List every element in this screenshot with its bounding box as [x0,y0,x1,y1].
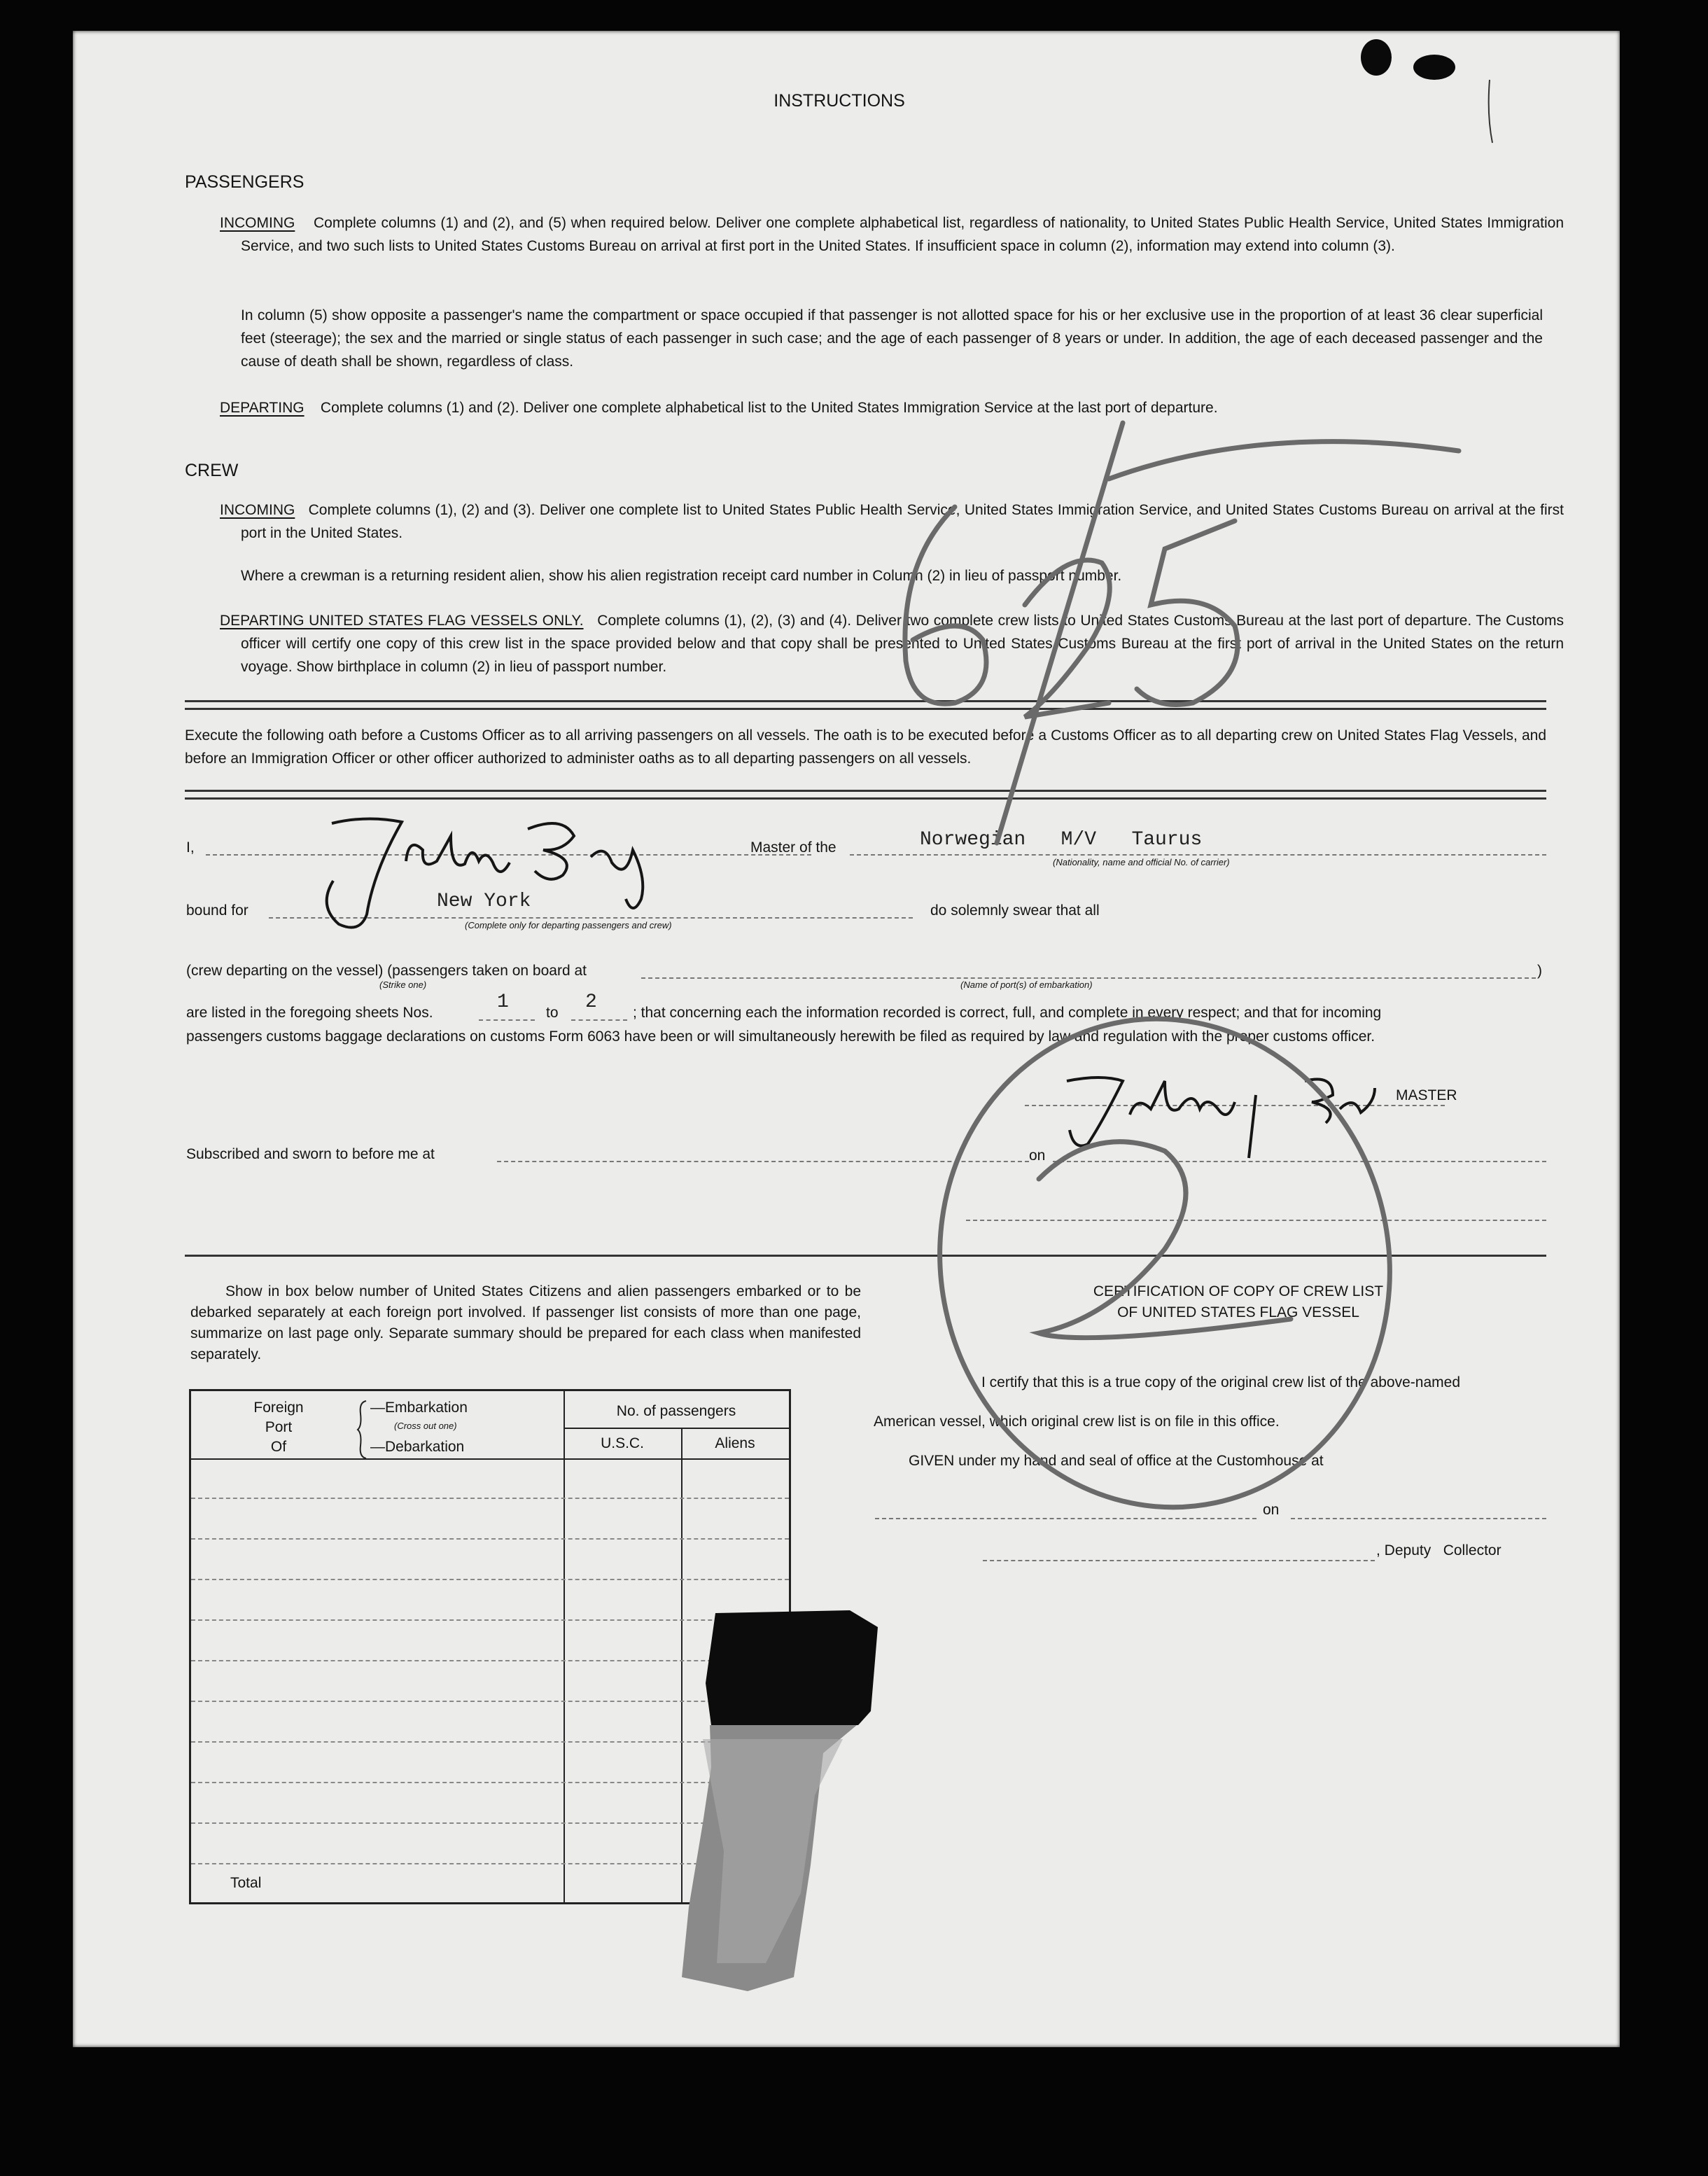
swear-text: do solemnly swear that all [930,902,1100,919]
document-page [73,31,1620,2047]
passengers-heading: PASSENGERS [185,172,304,192]
passengers-incoming-text: Complete columns (1) and (2), and (5) when required below. Deliver one complete alphabetical list, regardless of nationality, to United States Public Health Service, United States Immigration Service, and two such lists to United States Customs Bureau on arrival at first port in the United States. If insufficient space in column (2), information may extend into column (3). [241,215,1564,254]
passengers-column5-paragraph: In column (5) show opposite a passenger's name the compartment or space occupied if that passenger is not allotted space for his or her exclusive use in the proportion of at least 36 clear superficial feet (steerage); the sex and the married or single status of each passenger in such case; and the age of each passenger of 8 years or under. In addition, the age of each deceased passenger and the cause of death shall be shown, regardless of class. [241,307,1543,370]
ports-caption: (Name of port(s) of embarkation) [960,979,1093,990]
cert-on-label: on [1263,1502,1280,1518]
sheet-from-value: 1 [497,991,509,1013]
deputy-collector-label: , Deputy Collector [1376,1542,1502,1558]
subscribed-text: Subscribed and sworn to before me at [186,1146,435,1162]
master-of-the-label: Master of the [750,839,836,856]
carrier-value: Norwegian M/V Taurus [920,829,1203,851]
carrier-caption: (Nationality, name and official No. of carrier) [1053,857,1230,867]
to-label: to [546,1005,559,1021]
foreign-label: Foreign [253,1400,304,1416]
listed-text: are listed in the foregoing sheets Nos. [186,1005,433,1021]
oath-intro-paragraph: Execute the following oath before a Customs Officer as to all arriving passengers on all vessels. The oath is to be executed before a Customs Officer as to all departing crew on United States Flag Vessels, and before an Immigration Officer or other officer authorized to administer oaths as to all departing passengers on all vessels. [185,727,1546,767]
usc-header: U.S.C. [601,1435,644,1451]
bound-for-caption: (Complete only for departing passengers and crew) [465,920,672,930]
sheet-to-value: 2 [585,991,597,1013]
crew-heading: CREW [185,461,239,480]
crew-passengers-text: (crew departing on the vessel) (passengers taken on board at [186,963,587,979]
crew-incoming-text: Complete columns (1), (2) and (3). Deliver one complete list to United States Public Health Service, United States Immigration Service, and United States Customs Bureau on arrival at the first port in the United States. [241,502,1564,541]
given-text: GIVEN under my hand and seal of office at the Customhouse at [909,1453,1324,1469]
master-signature-2-icon [1067,1077,1375,1158]
certification-heading-line1: CERTIFICATION OF COPY OF CREW LIST [1093,1283,1384,1299]
circled-number-icon [895,977,1435,1549]
master-label: MASTER [1396,1087,1457,1103]
edge-mark-icon [1489,80,1492,143]
crew-incoming-label: INCOMING [220,502,295,518]
aliens-header: Aliens [715,1435,755,1451]
passengers-departing-label: DEPARTING [220,400,304,416]
bound-for-label: bound for [186,902,248,919]
oath-i-label: I, [186,839,195,856]
port-label: Port [265,1419,293,1435]
handwriting-overlay [73,31,1620,2047]
listed-rest-text: ; that concerning each the information recorded is correct, full, and complete in every respect; and that for incoming [633,1005,1382,1021]
passengers-incoming-label: INCOMING [220,215,295,231]
summary-instructions: Show in box below number of United States Citizens and alien passengers embarked or to be debarked separately at each foreign port involved. If passenger list consists of more than one page, summarize on last page only. Separate summary should be prepared for each class when manifested separately. [190,1283,861,1362]
tape-patch-icon [682,1610,878,1991]
close-paren: ) [1537,963,1542,979]
debarkation-label: —Debarkation [370,1439,465,1455]
embarkation-label: —Embarkation [370,1400,468,1416]
of-label: Of [270,1439,287,1455]
no-of-passengers-header: No. of passengers [616,1403,736,1419]
strike-one-caption: (Strike one) [379,979,427,990]
certify-text: I certify that this is a true copy of the original crew list of the above-named [981,1374,1460,1390]
total-label: Total [230,1875,262,1891]
crew-departing-text: Complete columns (1), (2), (3) and (4). Deliver two complete crew lists to United States Customs Bureau at the last port of departure. The Customs officer will certify one copy of this crew list in the space provided below and that copy shall be presented to United States Customs Bureau at the first port of arrival in the United States on the return voyage. Show birthplace in column (2) in lieu of passport number. [241,613,1564,675]
master-signature-icon [327,818,643,927]
crew-departing-label: DEPARTING UNITED STATES FLAG VESSELS ONLY. [220,613,584,629]
ink-blot-icon [1361,39,1455,80]
certification-heading-line2: OF UNITED STATES FLAG VESSEL [1117,1304,1359,1320]
subscribed-on-label: on [1029,1148,1046,1164]
crew-resident-paragraph: Where a crewman is a returning resident alien, show his alien registration receipt card number in Column (2) in lieu of passport number. [241,568,1122,584]
baggage-text: passengers customs baggage declarations on customs Form 6063 have been or will simultaneously herewith be filed as required by law and regulation with the proper customs officer. [186,1028,1376,1045]
bound-for-value: New York [437,891,531,912]
cross-out-caption: (Cross out one) [394,1421,457,1431]
vessel-text: American vessel, which original crew list is on file in this office. [874,1414,1280,1430]
pencil-annotation-icon [905,423,1459,843]
passengers-departing-text: Complete columns (1) and (2). Deliver one complete alphabetical list to the United States Immigration Service at the last port of departure. [320,400,1218,416]
page-title: INSTRUCTIONS [774,91,905,111]
